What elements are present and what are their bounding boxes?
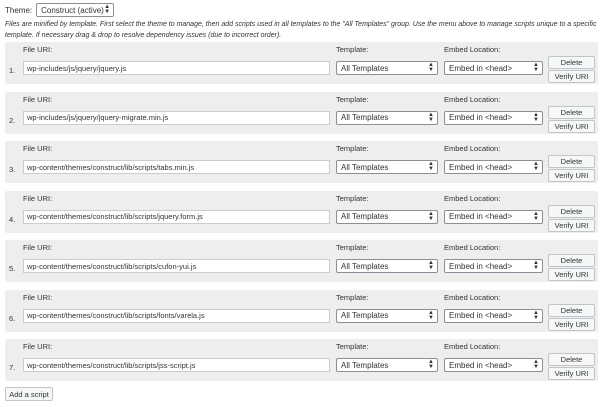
embed-location-select[interactable] [444, 309, 543, 323]
verify-uri-button[interactable]: Verify URI [548, 268, 595, 281]
embed-location-label: Embed Location: [444, 243, 501, 252]
template-select-value: All Templates [341, 113, 389, 122]
file-uri-label: File URI: [23, 243, 53, 252]
row-number: 7. [9, 363, 16, 372]
verify-uri-button[interactable]: Verify URI [548, 70, 595, 83]
embed-location-value: Embed in <head> [449, 113, 513, 122]
file-uri-label: File URI: [23, 292, 53, 302]
script-row[interactable] [5, 141, 598, 183]
script-row[interactable] [5, 240, 598, 282]
template-select[interactable] [336, 210, 438, 224]
template-select[interactable] [336, 309, 438, 323]
theme-label: Theme: [5, 5, 33, 15]
select-arrows-icon: ▲ ▼ [428, 309, 434, 321]
template-label: Template: [336, 342, 369, 351]
file-uri-input[interactable]: wp-content/themes/construct/lib/scripts/jss-script.js [23, 358, 330, 372]
template-label: Template: [336, 94, 369, 104]
select-arrows-icon: ▲ ▼ [533, 161, 539, 172]
embed-location-label: Embed Location: [444, 45, 501, 54]
select-arrows-icon: ▲ ▼ [533, 111, 539, 123]
embed-location-value: Embed in <head> [449, 360, 513, 370]
select-arrows-icon: ▲ ▼ [428, 111, 434, 123]
template-select-value: All Templates [341, 311, 389, 320]
row-number: 1. [9, 66, 16, 75]
embed-location-label: Embed Location: [444, 193, 501, 203]
embed-location-select[interactable] [444, 259, 543, 273]
embed-location-value: Embed in <head> [449, 162, 513, 172]
embed-location-value: Embed in <head> [449, 261, 513, 271]
intro-text: Files are minified by template. First select the theme to manage, then add scripts used in all templates to the "All Templates" group. Use the menu above to manage scripts unique to a specific template. If necessary drag & drop to resolve dependency issues (due to incorrect order). [5, 21, 597, 39]
embed-location-select[interactable] [444, 210, 543, 224]
delete-button[interactable]: Delete [548, 56, 595, 69]
delete-button[interactable]: Delete [548, 205, 595, 218]
template-select-value: All Templates [341, 360, 389, 370]
script-row[interactable] [5, 42, 598, 84]
template-select-value: All Templates [341, 162, 389, 172]
row-number: 5. [9, 264, 16, 273]
theme-selector-row [5, 3, 114, 17]
select-arrows-icon: ▲ ▼ [428, 62, 434, 73]
select-arrows-icon: ▲ ▼ [428, 359, 434, 370]
file-uri-label: File URI: [23, 94, 53, 104]
add-script-button[interactable]: Add a script [5, 387, 53, 401]
row-number: 4. [9, 214, 16, 224]
script-row[interactable] [5, 339, 598, 381]
script-row[interactable] [5, 191, 598, 233]
delete-button[interactable]: Delete [548, 254, 595, 267]
verify-uri-button[interactable]: Verify URI [548, 219, 595, 232]
embed-location-select[interactable] [444, 111, 543, 125]
theme-select-value: Construct (active) [41, 5, 104, 15]
row-number: 3. [9, 165, 16, 174]
file-uri-input[interactable]: wp-content/themes/construct/lib/scripts/fonts/varela.js [23, 309, 330, 323]
script-list [5, 42, 598, 389]
file-uri-label: File URI: [23, 45, 53, 54]
delete-button[interactable]: Delete [548, 155, 595, 168]
template-label: Template: [336, 193, 369, 203]
file-uri-label: File URI: [23, 144, 53, 153]
select-arrows-icon: ▲ ▼ [533, 62, 539, 73]
file-uri-input[interactable]: wp-content/themes/construct/lib/scripts/cufon-yui.js [23, 259, 330, 273]
theme-select[interactable] [36, 3, 114, 17]
script-row[interactable] [5, 92, 598, 134]
file-uri-input[interactable]: wp-includes/js/jquery/jquery.js [23, 61, 330, 75]
embed-location-label: Embed Location: [444, 144, 501, 153]
row-number: 6. [9, 313, 16, 323]
verify-uri-button[interactable]: Verify URI [548, 169, 595, 182]
embed-location-label: Embed Location: [444, 94, 501, 104]
embed-location-label: Embed Location: [444, 292, 501, 302]
template-select-value: All Templates [341, 212, 389, 221]
template-select-value: All Templates [341, 63, 389, 73]
delete-button[interactable]: Delete [548, 106, 595, 119]
template-label: Template: [336, 292, 369, 302]
select-arrows-icon: ▲ ▼ [533, 309, 539, 321]
file-uri-input[interactable]: wp-content/themes/construct/lib/scripts/jquery.form.js [23, 210, 330, 224]
embed-location-label: Embed Location: [444, 342, 501, 351]
select-arrows-icon: ▲ ▼ [428, 161, 434, 172]
template-select[interactable] [336, 61, 438, 75]
file-uri-label: File URI: [23, 193, 53, 203]
template-select-value: All Templates [341, 261, 389, 271]
delete-button[interactable]: Delete [548, 353, 595, 366]
template-label: Template: [336, 243, 369, 252]
embed-location-select[interactable] [444, 160, 543, 174]
select-arrows-icon: ▲ ▼ [428, 210, 434, 222]
select-arrows-icon: ▲ ▼ [104, 4, 111, 15]
verify-uri-button[interactable]: Verify URI [548, 367, 595, 380]
template-label: Template: [336, 144, 369, 153]
embed-location-value: Embed in <head> [449, 212, 513, 221]
file-uri-input[interactable]: wp-includes/js/jquery/jquery-migrate.min.js [23, 111, 330, 125]
verify-uri-button[interactable]: Verify URI [548, 120, 595, 133]
script-row[interactable] [5, 290, 598, 332]
embed-location-value: Embed in <head> [449, 311, 513, 320]
template-select[interactable] [336, 160, 438, 174]
select-arrows-icon: ▲ ▼ [533, 210, 539, 222]
file-uri-input[interactable]: wp-content/themes/construct/lib/scripts/tabs.min.js [23, 160, 330, 174]
template-select[interactable] [336, 111, 438, 125]
delete-button[interactable]: Delete [548, 304, 595, 317]
template-select[interactable] [336, 259, 438, 273]
embed-location-select[interactable] [444, 358, 543, 372]
template-label: Template: [336, 45, 369, 54]
embed-location-value: Embed in <head> [449, 63, 513, 73]
row-number: 2. [9, 115, 16, 125]
template-select[interactable] [336, 358, 438, 372]
select-arrows-icon: ▲ ▼ [533, 359, 539, 370]
embed-location-select[interactable] [444, 61, 543, 75]
verify-uri-button[interactable]: Verify URI [548, 318, 595, 331]
select-arrows-icon: ▲ ▼ [533, 260, 539, 271]
file-uri-label: File URI: [23, 342, 53, 351]
select-arrows-icon: ▲ ▼ [428, 260, 434, 271]
